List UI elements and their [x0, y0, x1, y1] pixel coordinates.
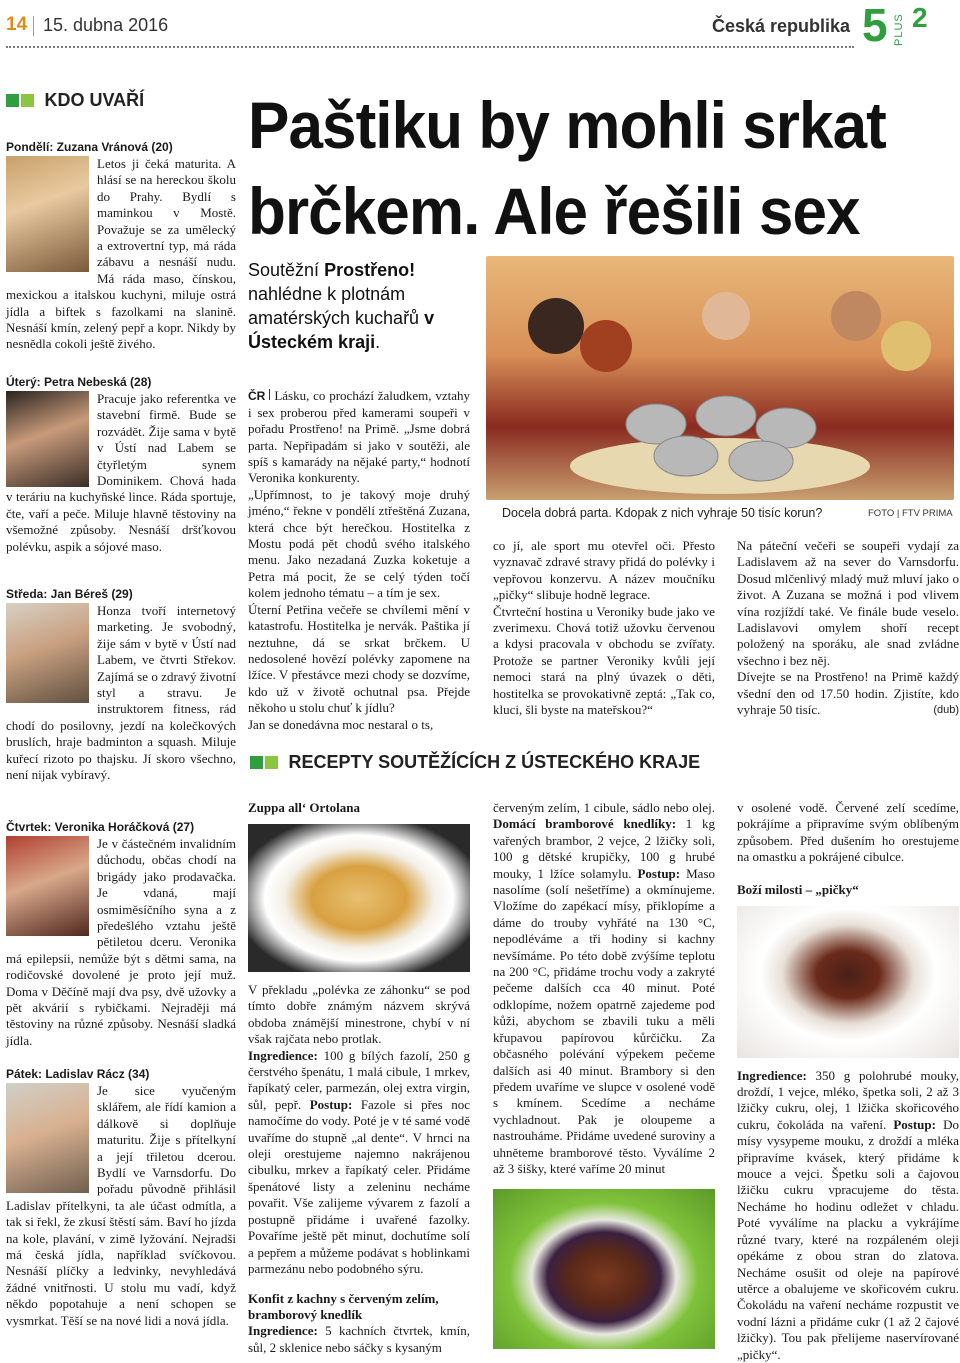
recipe-title: Boží milosti – „pičky“ [737, 881, 859, 897]
person-photo [6, 391, 89, 487]
header-rule [6, 46, 854, 48]
person-photo [6, 1083, 89, 1193]
recipe-bozi: v osolené vodě. Červené zelí scedíme, pokrájíme a připravíme svým oblíbeným způsobem. Před dušením ho orestujeme na omastku a pokrájené cibulce. Boží milosti – „pičky“ Ingredience: 350 g polohrubé mouky, droždí, 1 vejce, mléko, špetka soli, 2 až 3 lžičky cukru, olej, 1 lžička skořicového cukru, čokoláda na vaření. Postup: Do mísy vysypeme mouku, z droždí a mléka připravíme kvásek, který přidáme k mouce a vejci. Špetku soli a čajovou lžičku cukru vpracujeme do těsta. Necháme ho hodinu odležet v chladu. Poté vyválíme na placku a vykrájíme různé tvary, které na rozpáleném oleji opékáme z obou stran do zlatova. Necháme osušit od oleje na papírové utěrce a obalujeme ve skořicovém cukru. Čokoládu na vaření necháme rozpustit ve vodní lázni a přidáme cukr (1 až 2 čajové lžičky). Tou pak přelijeme naservírované „pičky“. [737, 800, 959, 1362]
photo-caption: Docela dobrá parta. Kdopak z nich vyhraje 50 tisíc korun? [502, 506, 823, 520]
recipe-zuppa: Zuppa all‘ Ortolana V překladu „polévka ze záhonku“ se pod tímto dobře známým názvem skrývá obdoba známější minestrone, chybí v ní však rajčata nebo protlak. Ingredience: 100 g bílých fazolí, 250 g čerstvého špenátu, 1 malá cibule, 1 mrkev, řapíkatý celer, parmezán, olej extra virgin, sůl, pepř. Postup: Fazole si přes noc namočíme do vody. Poté je v té samé vodě uvaříme do stupně „al dente“. V hrnci na oleji orestujeme najemno nakrájenou cibulku, mrkev a řapíkatý celer. Přidáme špenátové listy a zeleninu necháme povařit. Vše zalijeme vývarem z fazolí a postupně přidáme i uvařené fazolky. Povaříme ještě pět minut, dochutíme solí a pepřem a můžeme podávat s hoblinkami parmezánu nebo podobného sýru. Konfit z kachny s červeným zelím, bramborový knedlík Ingredience: 5 kachních čtvrtek, kmín, sůl, 2 sklenice nebo sáčky s kysaným [248, 800, 470, 1355]
light-green-square-icon [265, 756, 278, 769]
person-heading: Středa: Jan Béreš (29) [6, 587, 133, 601]
person-photo [6, 156, 89, 272]
dessert-photo [737, 906, 959, 1058]
cloches-illustration [486, 256, 954, 500]
light-green-square-icon [21, 94, 34, 107]
duck-photo [493, 1189, 715, 1349]
recipe-title: Konfit z kachny s červeným zelím, bramborový knedlík [248, 1291, 439, 1323]
person-heading: Pátek: Ladislav Rácz (34) [6, 1067, 150, 1081]
section-name: Česká republika [712, 16, 851, 36]
region-tag-bar [269, 389, 270, 400]
recipe-intro: V překladu „polévka ze záhonku“ se pod tímto dobře známým názvem skrývá obdoba známější minestrone, chybí v ní však rajčata nebo protlak. [248, 982, 470, 1047]
headline-line-2: brčkem. Ale řešili sex [248, 174, 860, 248]
photo-credit: FOTO | FTV PRIMA [868, 508, 953, 519]
green-square-icon [250, 756, 263, 769]
person-text: Letos ji čeká maturita. A hlásí se na hereckou školu do Prahy. Bydlí s maminkou v Mostě. Považuje se za umělecký a extrovertní typ, má ráda zábavu a nesnáší nudu. Má ráda maso, čínskou, mexickou a italskou kuchyni, miluje ostrá jídla a biftek s fazolkami na slanině. Nesnáší kmín, zelený pepř a kopr. Nikdy by nesnědla cokoli ještě živého. [6, 156, 236, 352]
person-text: Je v částečném invalidním důchodu, občas chodí na brigády jako prodavačka. Je vdaná, mají osmiměsíčního syna a z předešlého vztahu ještě pětiletou dceru. Veronika má epilepsii, nemůže být s dětmi sama, na rodičovské dovolené je proto její muž. Doma v Děčíně mají dva psy, dvě užovky a pět akvárií s rybičkami. Nejraději má těstoviny na různé způsoby. Nesnáší sladká jídla. [6, 836, 236, 1048]
person-thursday [6, 820, 236, 1049]
headline-line-1: Paštiku by mohli srkat [248, 88, 886, 162]
headline [248, 82, 915, 254]
person-tuesday [6, 375, 236, 555]
recipe-title: Zuppa all‘ Ortolana [248, 800, 360, 815]
header-separator [33, 16, 34, 36]
person-text: Pracuje jako referentka ve stavební firmě. Bude se rozvádět. Žije sama v bytě v Ústí nad Labem se čtyřletým synem Dominikem. Chová hada v teráriu na kuchyňské lince. Ráda sportuje, čte, vaří a peče. Miluje hlavně těstoviny na všemožné způsoby. Nesnáší dršťkovou polévku, aspik a sójové maso. [6, 391, 236, 554]
logo-super: 2 [912, 2, 928, 33]
page-date: 15. dubna 2016 [43, 15, 169, 35]
person-monday [6, 140, 236, 353]
logo-number: 5 [862, 0, 888, 51]
page-number: 14 [6, 14, 28, 35]
konfit-end: v osolené vodě. Červené zelí scedíme, pokrájíme a připravíme svým oblíbeným způsobem. Před dušením ho orestujeme na omastku a pokrájené cibulce. [737, 800, 959, 865]
soup-photo [248, 824, 470, 972]
article-text-3: Na páteční večeři se soupeři vydají za Ladislavem až na sever do Varnsdorfu. Dosud mlčenlivý mladý muž mluví jako o život. A Zuzana se možná i pod vlivem vína rozjíždí také. Ve finále bude veselo. Ladislavovi omylem shoří recept položený na sporáku, ale snad zvládne všechno i bez něj. Dívejte se na Prostřeno! na Primě každý všední den od 17.50 hodin. Zjistíte, kdo vyhraje 50 tisíc. [737, 538, 959, 718]
region-tag: ČR [248, 389, 266, 404]
page-header [0, 0, 960, 51]
logo-word: PLUS [893, 13, 905, 46]
person-heading: Úterý: Petra Nebeská (28) [6, 375, 152, 389]
sidebar-title: KDO UVAŘÍ [6, 90, 144, 111]
main-photo [486, 256, 954, 500]
person-text: Honza tvoří internetový marketing. Je svobodný, žije sám v bytě v Ústí nad Labem, ve čtvrti Střekov. Zajímá se o zdravý životní styl a stravu. Je instruktorem fitness, rád chodí do posilovny, jezdí na kolečkových bruslích, hraje badminton a squash. Miluje kuřecí rizoto po thajsku. Jí skoro všechno, není nijak vybíravý. [6, 603, 236, 783]
person-heading: Pondělí: Zuzana Vránová (20) [6, 140, 173, 154]
lead-text: Soutěžní Prostřeno! nahlédne k plotnám amatérských kuchařů v Ústeckém kraji. [248, 260, 435, 352]
article-col-1 [248, 372, 470, 733]
article-text-1: Lásku, co prochází žaludkem, vztahy i sex proberou před kamerami soupeři v pořadu Prostřeno! na Primě. „Jsme dobrá parta. Nepřipadám si jako v soutěži, ale spíš s kamarády na nějaké party,“ hodnotí Veronika konkurenty. „Upřímnost, to je takový moje druhý jméno,“ řekne v pondělí ztřeštěná Zuzana, která chce být herečkou. Hostitelka z Mostu podá pět chodů svého italského menu. Jako nezadaná Zuzka koketuje a Petra má pocit, že se celý týden točí kolem jednoho tématu – a tím je sex. Úterní Petřina večeře se chvílemi mění v katastrofu. Hostitelka je nervák. Paštika jí neztuhne, dá se srkat brčkem. U nedosolené hovězí polévky zapomene na lžíce. V přestávce mezi chody se dozvíme, kdo už v životě ochutnal psa. Přejde někoho u stolu chuť k jídlu? Jan se donedávna moc nestaral o ts, [248, 388, 470, 732]
green-square-icon [6, 94, 19, 107]
recipes-heading: RECEPTY SOUTĚŽÍCÍCH Z ÚSTECKÉHO KRAJE [250, 752, 700, 773]
person-wednesday [6, 587, 236, 783]
person-friday [6, 1067, 236, 1329]
article-col-2: co jí, ale sport mu otevřel oči. Přesto vyznavač zdravé stravy přidá do polévky i vepřovou konzervu. A název moučníku „pičky“ slibuje hodně legrace. Čtvrteční hostina u Veroniky bude jako ve zverimexu. Chová totiž užovku červenou a kdysi pracovala v obchodu se zvířaty. Protože se partner Veroniky kvůli její nemoci stará na plný úvazek o děti, hostitelka se provokativně zeptá: „Tak co, kluci, šli byste na mateřskou?“ [493, 538, 715, 718]
person-text: Je sice vyučeným sklářem, ale řídí kamion a dálkově si doplňuje maturitu. Žije s přítelkyní a její třiletou dcerou. Bydlí ve Varnsdorfu. Do pořadu původně přihlásil Ladislav přítelkyni, ta ale účast odmítla, a tak si řekl, že zkusí štěstí sám. Baví ho jízda na kole, plavání, v zimě lyžování. Nejradši má česká jídla, například svíčkovou. Nesnáší plíčky a ledvinky, nevyhledává žádné vnitřnosti. U stolu mu vadí, když někdo popotahuje a není schopen se vysmrkat. Těší se na nové lidi a nová jídla. [6, 1083, 236, 1328]
article-col-3 [737, 538, 959, 718]
recipe-konfit: červeným zelím, 1 cibule, sádlo nebo olej. Domácí bramborové knedlíky: 1 kg vařených brambor, 2 vejce, 2 lžičky soli, 100 g dětské krupičky, 100 g hrubé mouky, 1 lžíce solamylu. Postup: Maso nasolíme (solí nešetříme) a okmínujeme. Vložíme do zapékací mísy, přiklopíme a dáme do trouby vyhřáté na 130 °C, nepodléváme a tři hodiny si kachny nevšímáme. Po této době zvýšíme teplotu na 200 °C, přidáme trochu vody a zakryté pečeme dalších cca 40 minut. Poté odklopíme, nožem opatrně zajedeme pod kůži, abychom se zbavili tuku a měli křupavou papírovou kůrčičku. Za občasného polévání výpekem pečeme dalších asi 40 minut. Brambory si den předem uvaříme ve slupce v osolené vodě s kmínem. Scedíme a necháme vychladnout. Pak je oloupeme a nastrouháme. Přidáme uvedené suroviny a uhněteme bramborové těsto. Vyválíme 2 až 3 šišky, které vaříme 20 minut [493, 800, 715, 1349]
byline: (dub) [933, 704, 959, 717]
person-heading: Čtvrtek: Veronika Horáčková (27) [6, 820, 195, 834]
person-photo [6, 603, 89, 703]
person-photo [6, 836, 89, 936]
